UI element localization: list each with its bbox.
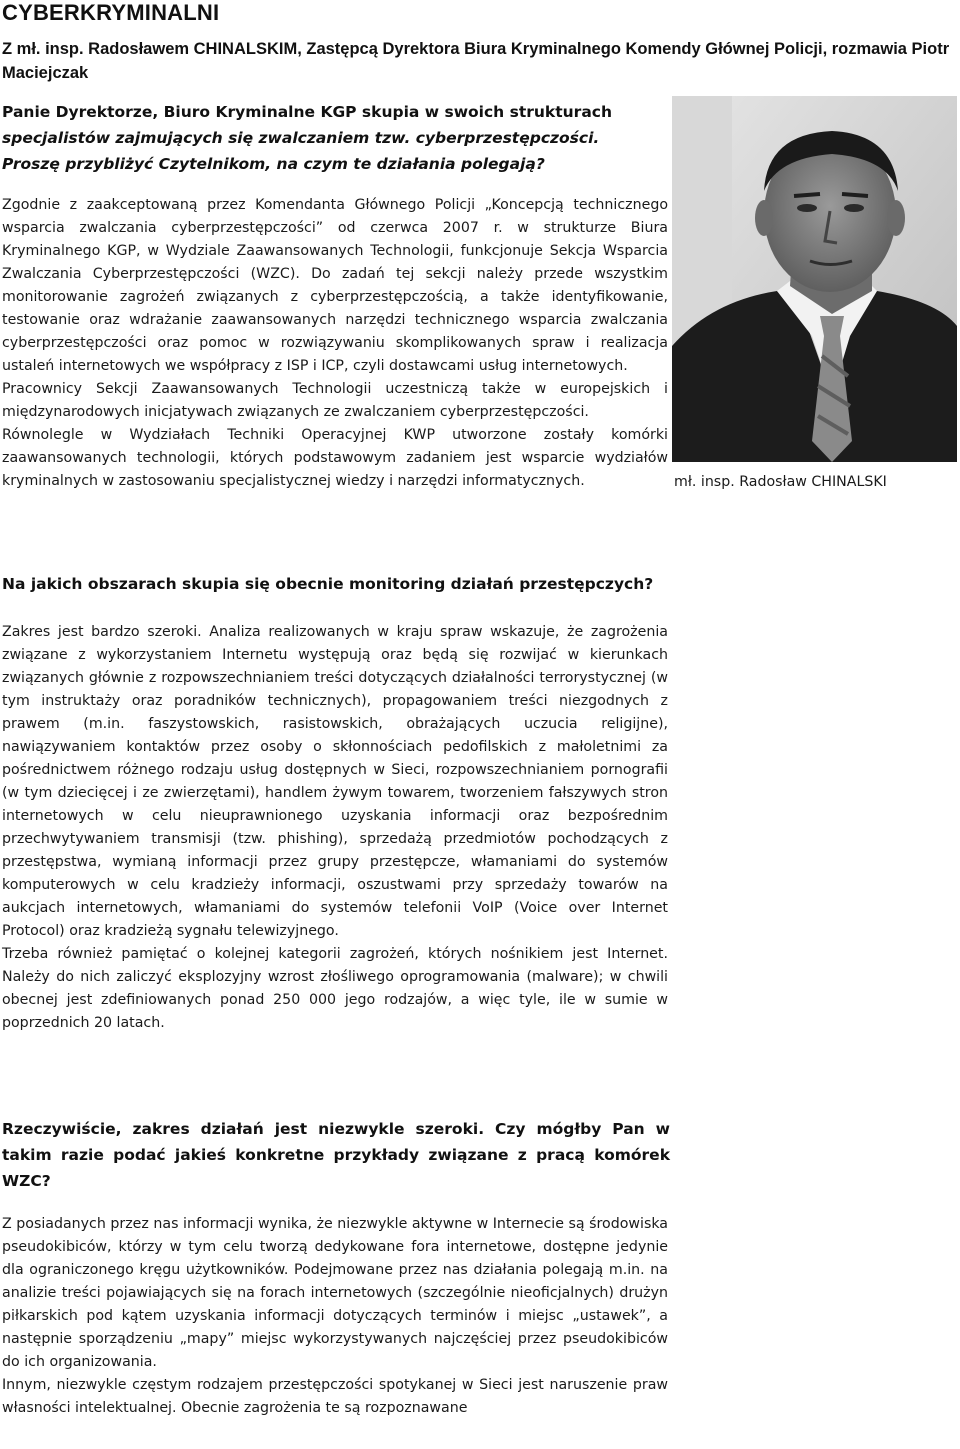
question-1-line: Panie Dyrektorze, Biuro Kryminalne KGP skupia w swoich strukturach — [2, 103, 612, 121]
answer-1 — [2, 194, 668, 493]
answer-paragraph: Równolegle w Wydziałach Techniki Operacyjnej KWP utworzone zostały komórki zaawansowanych technologii, których podstawowym zadaniem jest wsparcie wydziałów kryminalnych w zastosowaniu specjalistycznej wiedzy i narzędzi informatycznych. — [2, 427, 668, 489]
question-3: Rzeczywiście, zakres działań jest niezwykle szeroki. Czy mógłby Pan w takim razie podać jakieś konkretne przykłady związane z pracą komórek WZC? — [2, 1120, 670, 1190]
question-1 — [2, 99, 670, 177]
answer-paragraph: Pracownicy Sekcji Zaawansowanych Technologii uczestniczą także w europejskich i międzynarodowych inicjatywach związanych ze zwalczaniem cyberprzestępczości. — [2, 381, 668, 420]
question-1-line: specjalistów zajmujących się zwalczaniem tzw. cyberprzestępczości. — [2, 129, 600, 147]
answer-paragraph: Z posiadanych przez nas informacji wynika, że niezwykle aktywne w Internecie są środowiska pseudokibiców, którzy w tym celu tworzą dedykowane fora internetowe, dostępne jedynie dla ograniczonego kręgu użytkowników. Podejmowane przez nas działania polegają m.in. na analizie treści pojawiających się na forach internetowych (szczególnie nieoficjalnych) drużyn piłkarskich pod kątem uzyskania informacji dotyczących terminów i miejsc „ustawek”, a następnie sporządzeniu „mapy” miejsc wykorzystywanych najczęściej przez pseudokibiców do ich organizowania. — [2, 1216, 668, 1370]
question-1-line: Proszę przybliżyć Czytelnikom, na czym te działania polegają? — [2, 155, 545, 173]
portrait-photo-icon — [672, 96, 957, 462]
answer-2 — [2, 621, 668, 1035]
answer-paragraph: Innym, niezwykle częstym rodzajem przestępczości spotykanej w Sieci jest naruszenie praw własności intelektualnej. Obecnie zagrożenia te są rozpoznawane — [2, 1377, 668, 1416]
photo-caption: mł. insp. Radosław CHINALSKI — [674, 474, 887, 490]
portrait-photo — [672, 96, 957, 462]
answer-paragraph: Zakres jest bardzo szeroki. Analiza realizowanych w kraju spraw wskazuje, że zagrożenia związane z wykorzystaniem Internetu występują oraz będą się rozwijać w kierunkach związanych głównie z rozpowszechnianiem treści dotyczących działalności terrorystycznej (w tym instruktaży oraz poradników technicznych), propagowaniem treści niezgodnych z prawem (m.in. faszystowskich, rasistowskich, obrażających uczucia religijne), nawiązywaniem kontaktów przez osoby o skłonnościach pedofilskich z małoletnimi za pośrednictwem różnego rodzaju usług dostępnych w Sieci, rozpowszechnianiem pornografii (w tym dziecięcej i ze zwierzętami), handlem żywym towarem, tworzeniem fałszywych stron internetowych w celu nieuprawnionego uzyskania informacji oraz bezpośrednim przechwytywaniem transmisji (tzw. phishing), sprzedażą przedmiotów pochodzących z przestępstwa, wymianą informacji przez grupy przestępcze, włamaniami do systemów komputerowych w celu kradzieży informacji, oszustwami przy sprzedaży towarów na aukcjach internetowych, włamaniami do systemów telefonii VoIP (Voice over Internet Protocol) oraz kradzieżą sygnału telewizyjnego. — [2, 624, 668, 939]
answer-paragraph: Trzeba również pamiętać o kolejnej kategorii zagrożeń, których nośnikiem jest Internet. Należy do nich zaliczyć eksplozyjny wzrost złośliwego oprogramowania (malware); w chwili obecnej jest zdefiniowanych ponad 250 000 jego rodzajów, a więc tyle, ile w sumie w poprzednich 20 latach. — [2, 946, 668, 1031]
answer-3 — [2, 1213, 668, 1420]
interview-intro: Z mł. insp. Radosławem CHINALSKIM, Zastępcą Dyrektora Biura Kryminalnego Komendy Głównej Policji, rozmawia Piotr Maciejczak — [2, 40, 950, 82]
question-2: Na jakich obszarach skupia się obecnie monitoring działań przestępczych? — [2, 575, 654, 593]
article-title: CYBERKRYMINALNI — [2, 0, 220, 25]
answer-paragraph: Zgodnie z zaakceptowaną przez Komendanta Głównego Policji „Koncepcją technicznego wsparcia zwalczania cyberprzestępczości” od czerwca 2007 r. w strukturze Biura Kryminalnego KGP, w Wydziale Zaawansowanych Technologii, funkcjonuje Sekcja Wsparcia Zwalczania Cyberprzestępczości (WZC). Do zadań tej sekcji należy przede wszystkim monitorowanie zagrożeń związanych z cyberprzestępczością, a także identyfikowanie, testowanie oraz wdrażanie zaawansowanych narzędzi technicznego wsparcia zwalczania cyberprzestępczości oraz pomoc w rozwiązywaniu skomplikowanych spraw i realizacja ustaleń internetowych we współpracy z ISP i ICP, czyli dostawcami usług internetowych. — [2, 197, 668, 374]
